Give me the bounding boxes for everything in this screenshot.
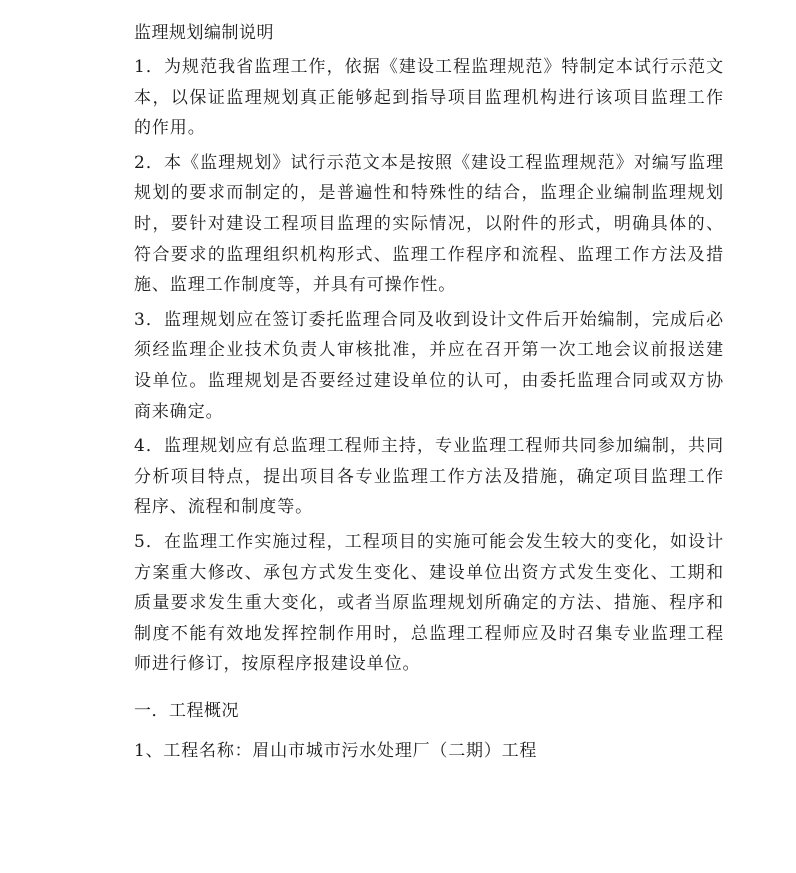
paragraph-1: 1．为规范我省监理工作，依据《建设工程监理规范》特制定本试行示范文本，以保证监理规划真正能够起到指导项目监理机构进行该项目监理工作的作用。: [134, 57, 724, 139]
document-title: 监理规划编制说明: [134, 23, 274, 43]
project-name-item: 1、工程名称：眉山市城市污水处理厂（二期）工程: [134, 740, 538, 761]
paragraph-4: 4．监理规划应有总监理工程师主持，专业监理工程师共同参加编制，共同分析项目特点，提出项目各专业监理工作方法及措施，确定项目监理工作程序、流程和制度等。: [134, 436, 724, 518]
section-heading-project-overview: 一．工程概况: [134, 700, 239, 721]
paragraph-3: 3．监理规划应在签订委托监理合同及收到设计文件后开始编制，完成后必须经监理企业技术负责人审核批准，并应在召开第一次工地会议前报送建设单位。监理规划是否要经过建设单位的认可，由委托监理合同或双方协商来确定。: [134, 309, 724, 422]
paragraph-2: 2．本《监理规划》试行示范文本是按照《建设工程监理规范》对编写监理规划的要求而制定的，是普遍性和特殊性的结合，监理企业编制监理规划时，要针对建设工程项目监理的实际情况，以附件的形式，明确具体的、符合要求的监理组织机构形式、监理工作程序和流程、监理工作方法及措施、监理工作制度等，并具有可操作性。: [134, 152, 724, 296]
document-page: [134, 22, 724, 762]
paragraph-5: 5．在监理工作实施过程，工程项目的实施可能会发生较大的变化，如设计方案重大修改、承包方式发生变化、建设单位出资方式发生变化、工期和质量要求发生重大变化，或者当原监理规划所确定的方法、措施、程序和制度不能有效地发挥控制作用时，总监理工程师应及时召集专业监理工程师进行修订，按原程序报建设单位。: [134, 531, 724, 675]
